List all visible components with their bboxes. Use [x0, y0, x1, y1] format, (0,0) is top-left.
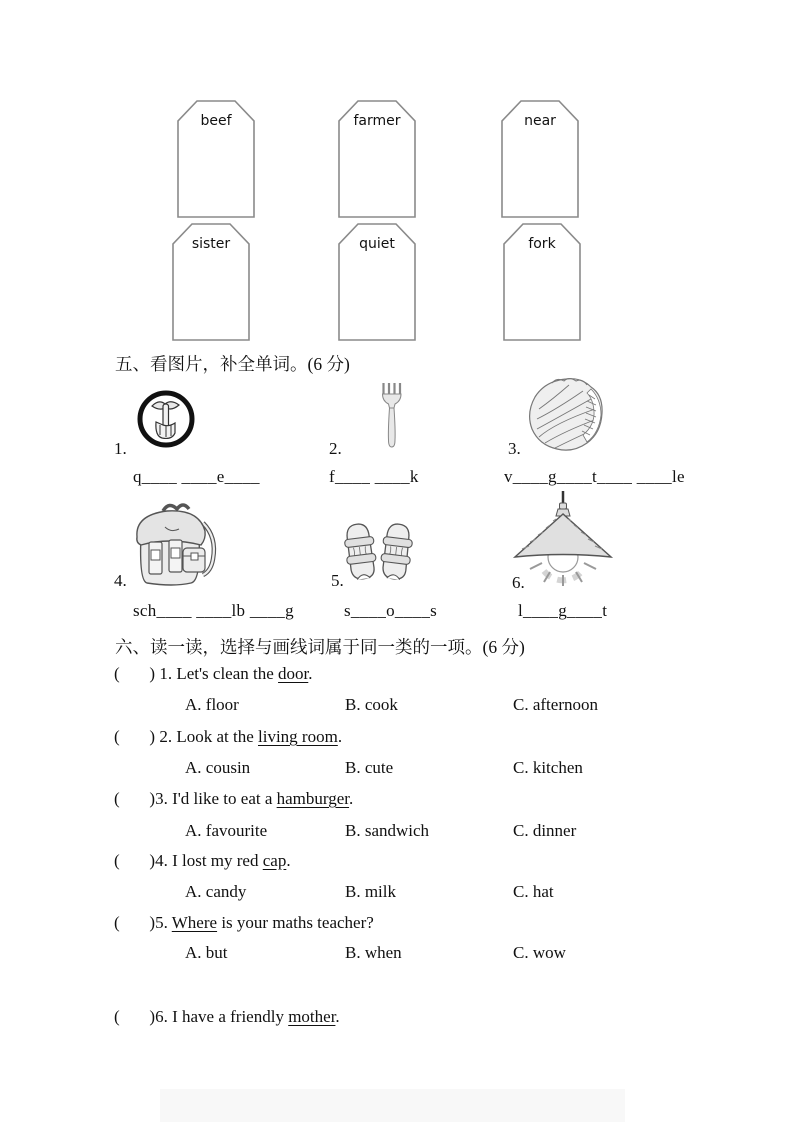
section-six-title: 六、读一读，选择与画线词属于同一类的一项。(6 分): [115, 637, 525, 657]
word-blank-1: q____ ____e____: [133, 467, 260, 486]
option-a: A. candy: [185, 882, 247, 901]
option-c: C. kitchen: [513, 758, 583, 777]
lamp-icon: [506, 491, 618, 591]
option-b: B. cook: [345, 695, 398, 714]
option-a: A. but: [185, 943, 228, 962]
option-a: A. floor: [185, 695, 239, 714]
option-c: C. dinner: [513, 821, 577, 840]
word-tag-sister: [172, 223, 250, 341]
cabbage-icon: [524, 374, 608, 456]
item-number-2: 2.: [329, 439, 342, 458]
word-blank-5: s____o____s: [344, 601, 438, 620]
option-b: B. milk: [345, 882, 397, 901]
answer-bracket: ( ) 2.: [114, 727, 177, 746]
sentence-pre: I have a friendly: [172, 1007, 289, 1026]
scan-shadow-artifact: [160, 1089, 625, 1122]
question-line-5: [114, 913, 374, 933]
sandals-icon: [341, 517, 415, 587]
answer-bracket: ( ) 1.: [114, 664, 177, 683]
item-number-5: 5.: [331, 571, 344, 590]
question-line-4: [114, 851, 291, 871]
tag-label: sister: [191, 236, 231, 252]
question-line-6: [114, 1007, 340, 1027]
tag-label: farmer: [353, 113, 401, 129]
fork-icon: [381, 380, 403, 450]
sentence-post: .: [308, 664, 313, 683]
options-row-2: [0, 758, 793, 780]
sentence-post: .: [335, 1007, 340, 1026]
sentence-pre: Look at the: [176, 727, 258, 746]
section-five-title: 五、看图片，补全单词。(6 分): [115, 354, 350, 374]
answer-bracket: ( )5.: [114, 913, 172, 932]
underlined-word: mother: [288, 1007, 336, 1026]
tag-label: quiet: [359, 236, 395, 252]
question-line-1: [114, 664, 313, 684]
underlined-word: Where: [171, 913, 218, 932]
option-c: C. hat: [513, 882, 554, 901]
word-tag-fork: [503, 223, 581, 341]
option-b: B. sandwich: [345, 821, 430, 840]
item-number-1: 1.: [114, 439, 127, 458]
word-tag-beef: [177, 100, 255, 218]
tag-label: fork: [528, 236, 556, 252]
option-c: C. afternoon: [513, 695, 598, 714]
option-a: A. favourite: [185, 821, 268, 840]
underlined-word: living room: [258, 727, 338, 746]
options-row-1: [0, 695, 793, 717]
sentence-post: .: [286, 851, 291, 870]
sentence-pre: I'd like to eat a: [172, 789, 277, 808]
word-tag-farmer: [338, 100, 416, 218]
answer-bracket: ( )6.: [114, 1007, 173, 1026]
quiet-sign-icon: [136, 389, 196, 449]
word-tag-near: [501, 100, 579, 218]
item-number-6: 6.: [512, 573, 525, 592]
sentence-post: .: [349, 789, 354, 808]
question-line-3: [114, 789, 353, 809]
options-row-3: [0, 821, 793, 843]
underlined-word: hamburger: [276, 789, 350, 808]
underlined-word: cap: [262, 851, 287, 870]
schoolbag-icon: [124, 497, 228, 589]
word-blank-6: l____g____t: [518, 601, 608, 620]
options-row-5: [0, 943, 793, 965]
sentence-post: .: [337, 727, 343, 746]
question-line-2: [114, 727, 342, 747]
option-b: B. cute: [345, 758, 394, 777]
word-blank-4: sch____ ____lb ____g: [133, 601, 294, 620]
tag-label: near: [524, 113, 556, 129]
option-b: B. when: [345, 943, 402, 962]
sentence-pre: I lost my red: [172, 851, 263, 870]
answer-bracket: ( )4.: [114, 851, 173, 870]
sentence-pre: Let's clean the: [176, 664, 279, 683]
option-a: A. cousin: [185, 758, 251, 777]
option-c: C. wow: [513, 943, 566, 962]
item-number-4: 4.: [114, 571, 127, 590]
options-row-4: [0, 882, 793, 904]
sentence-post: is your maths teacher?: [217, 913, 374, 932]
word-blank-3: v____g____t____ ____le: [504, 467, 685, 486]
answer-bracket: ( )3.: [114, 789, 173, 808]
word-blank-2: f____ ____k: [329, 467, 419, 486]
word-tag-quiet: [338, 223, 416, 341]
underlined-word: door: [278, 664, 309, 683]
tag-label: beef: [200, 113, 232, 129]
item-number-3: 3.: [508, 439, 521, 458]
